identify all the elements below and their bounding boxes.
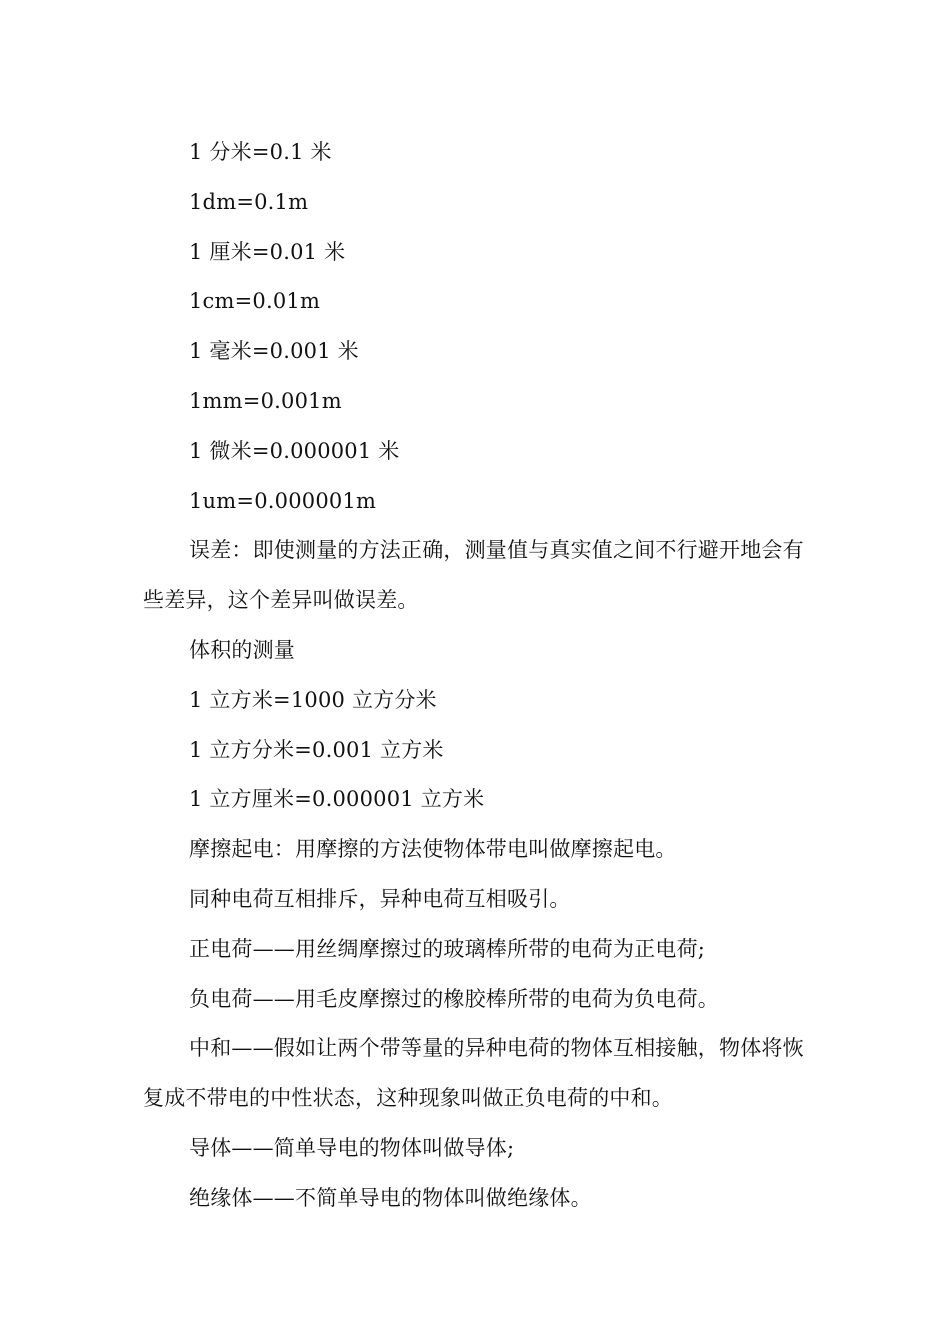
paragraph-volume-heading: 体积的测量 (189, 637, 295, 662)
paragraph-neutralization: 中和——假如让两个带等量的异种电荷的物体互相接触，物体将恢复成不带电的中性状态，这种现象叫做正负电荷的中和。 (143, 1036, 804, 1111)
document-body (143, 128, 813, 1224)
paragraph-decimeter: 1 分米=0.1 米 (189, 140, 332, 164)
paragraph-charge-interaction: 同种电荷互相排斥，异种电荷互相吸引。 (189, 886, 571, 911)
paragraph-insulator: 绝缘体——不简单导电的物体叫做绝缘体。 (189, 1185, 592, 1210)
paragraph-millimeter: 1 毫米=0.001 米 (189, 339, 359, 364)
paragraph-um: 1um=0.000001m (189, 488, 377, 513)
paragraph-cubic-decimeter: 1 立方分米=0.001 立方米 (189, 737, 444, 762)
paragraph-mm: 1mm=0.001m (189, 388, 342, 413)
paragraph-dm: 1dm=0.1m (189, 189, 309, 214)
paragraph-error-definition: 误差：即使测量的方法正确，测量值与真实值之间不行避开地会有些差异，这个差异叫做误差。 (143, 538, 804, 613)
paragraph-friction-charging: 摩擦起电：用摩擦的方法使物体带电叫做摩擦起电。 (189, 837, 677, 862)
paragraph-cubic-meter: 1 立方米=1000 立方分米 (189, 687, 437, 712)
paragraph-cubic-centimeter: 1 立方厘米=0.000001 立方米 (189, 787, 485, 812)
paragraph-cm: 1cm=0.01m (189, 289, 321, 314)
paragraph-micrometer: 1 微米=0.000001 米 (189, 438, 400, 463)
paragraph-negative-charge: 负电荷——用毛皮摩擦过的橡胶棒所带的电荷为负电荷。 (189, 986, 719, 1011)
paragraph-positive-charge: 正电荷——用丝绸摩擦过的玻璃棒所带的电荷为正电荷; (189, 936, 706, 961)
paragraph-centimeter: 1 厘米=0.01 米 (189, 239, 346, 264)
paragraph-conductor: 导体——简单导电的物体叫做导体; (189, 1135, 515, 1160)
